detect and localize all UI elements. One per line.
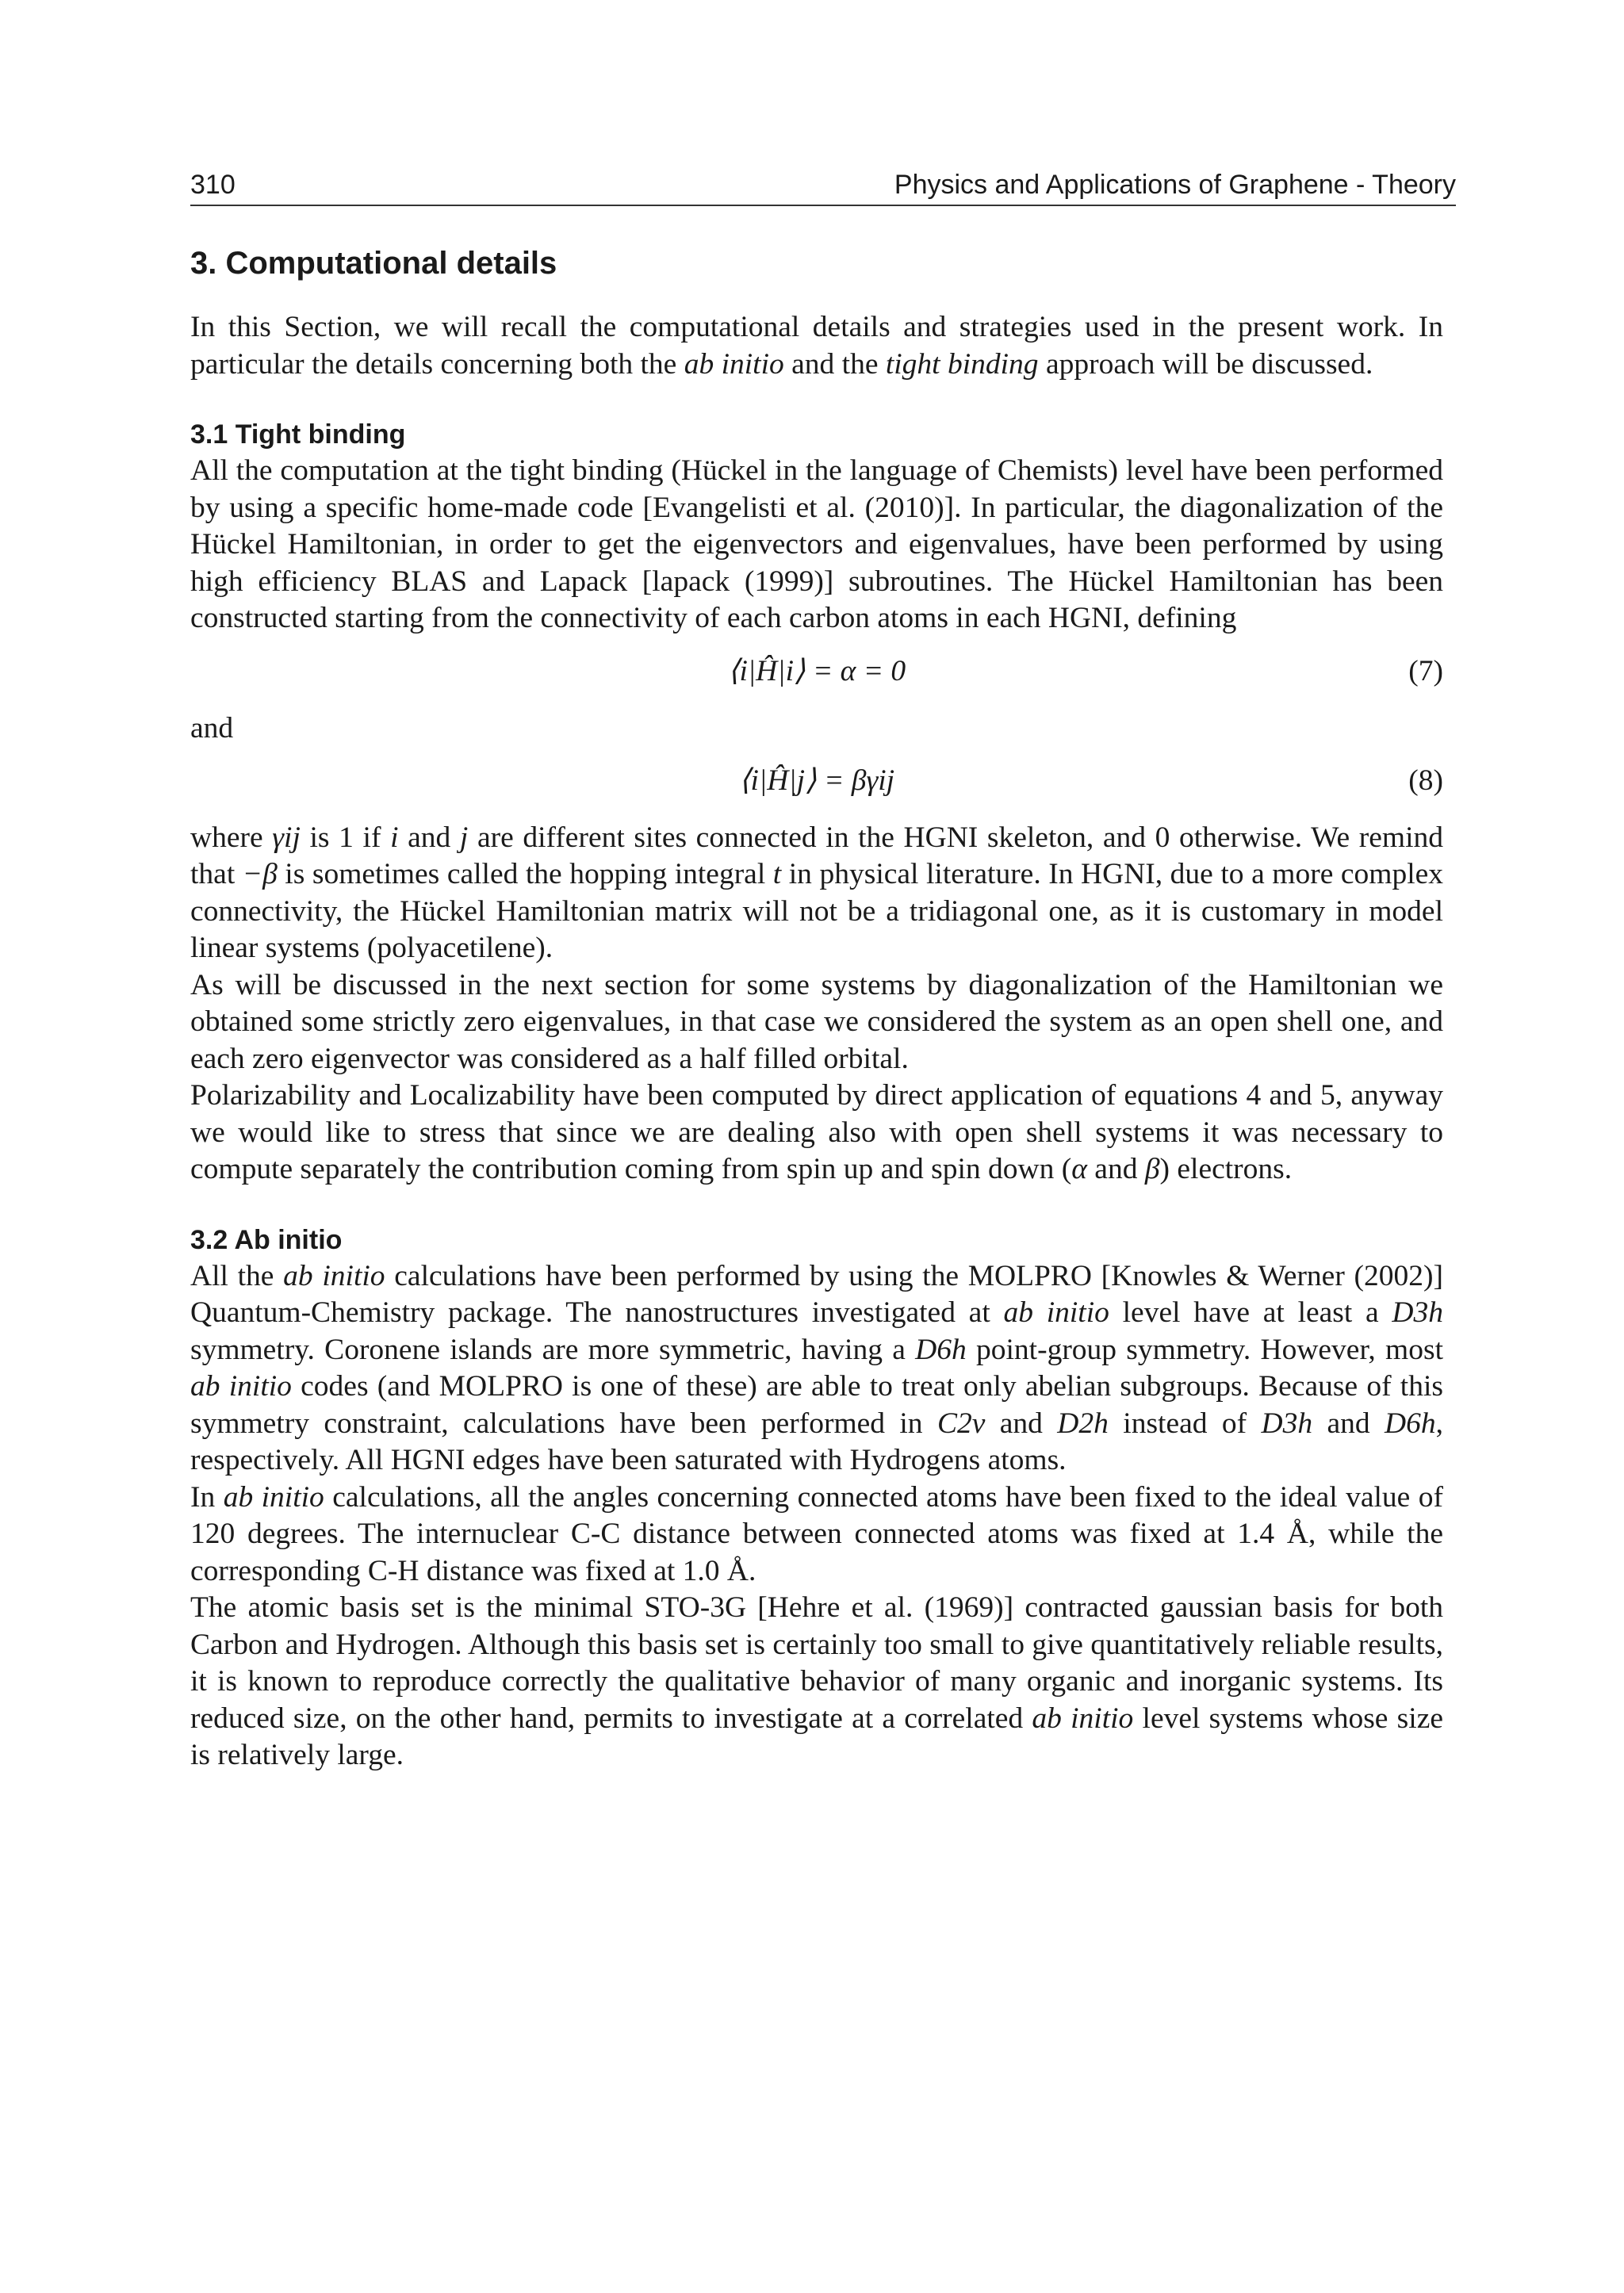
tight-binding-paragraph-2: where γij is 1 if i and j are different sites connected in the HGNI skeleton, and 0 otherwise. We remind that −β is sometimes called the hopping integral t in physical literature. In HGNI, due to a more complex connectivity, the Hückel Hamiltonian matrix will not be a tridiagonal one, as it is customary in model linear systems (polyacetilene). <box>190 821 1444 964</box>
subsection-title-tight-binding: 3.1 Tight binding <box>190 419 406 450</box>
ab-initio-paragraph-3: The atomic basis set is the minimal STO-3G [Hehre et al. (1969)] contracted gaussian basis for both Carbon and Hydrogen. Although this basis set is certainly too small to give quantitatively reliable results, it is known to reproduce correctly the qualitative behavior of many organic and inorganic systems. Its reduced size, on the other hand, permits to investigate at a correlated ab initio level systems whose size is relatively large. <box>190 1591 1443 1771</box>
equation-7 <box>190 637 1443 710</box>
equation-8 <box>190 747 1443 820</box>
and-text: and <box>190 711 234 745</box>
equation-8-number: (8) <box>1408 764 1443 797</box>
page-number: 310 <box>190 170 236 200</box>
running-title: Physics and Applications of Graphene - Theory <box>894 170 1456 200</box>
page-content <box>190 241 1443 1774</box>
equation-7-expression: ⟨i|Ĥ|i⟩ = α = 0 <box>727 654 906 687</box>
section-title: 3. Computational details <box>190 246 557 281</box>
subsection-title-ab-initio: 3.2 Ab initio <box>190 1224 343 1255</box>
tight-binding-paragraph-3: As will be discussed in the next section for some systems by diagonalization of the Hamiltonian we obtained some strictly zero eigenvalues, in that case we considered the system as an open shell one, and each zero eigenvector was considered as a half filled orbital. <box>190 968 1443 1075</box>
ab-initio-paragraph-1: All the ab initio calculations have been performed by using the MOLPRO [Knowles & Werner (2002)] Quantum-Chemistry package. The nanostructures investigated at ab initio level have at least a D3h symmetry. Coronene islands are more symmetric, having a D6h point-group symmetry. However, most ab initio codes (and MOLPRO is one of these) are able to treat only abelian subgroups. Because of this symmetry constraint, calculations have been performed in C2v and D2h instead of D3h and D6h, respectively. All HGNI edges have been saturated with Hydrogens atoms. <box>190 1259 1443 1476</box>
intro-paragraph: In this Section, we will recall the computational details and strategies used in the present work. In particular the details concerning both the ab initio and the tight binding approach will be discussed. <box>190 311 1443 381</box>
page-header <box>190 165 1456 206</box>
tight-binding-paragraph-1: All the computation at the tight binding (Hückel in the language of Chemists) level have been performed by using a specific home-made code [Evangelisti et al. (2010)]. In particular, the diagonalization of the Hückel Hamiltonian, in order to get the eigenvectors and eigenvalues, have been performed by using high efficiency BLAS and Lapack [lapack (1999)] subroutines. The Hückel Hamiltonian has been constructed starting from the connectivity of each carbon atoms in each HGNI, defining <box>190 454 1443 634</box>
tight-binding-paragraph-4: Polarizability and Localizability have been computed by direct application of equations 4 and 5, anyway we would like to stress that since we are dealing also with open shell systems it was necessary to compute separately the contribution coming from spin up and spin down (α and β) electrons. <box>190 1079 1443 1185</box>
ab-initio-paragraph-2: In ab initio calculations, all the angles concerning connected atoms have been fixed to the ideal value of 120 degrees. The internuclear C-C distance between connected atoms was fixed at 1.4 Å, while the corresponding C-H distance was fixed at 1.0 Å. <box>190 1480 1443 1587</box>
equation-8-expression: ⟨i|Ĥ|j⟩ = βγij <box>738 764 895 797</box>
equation-7-number: (7) <box>1408 654 1443 687</box>
